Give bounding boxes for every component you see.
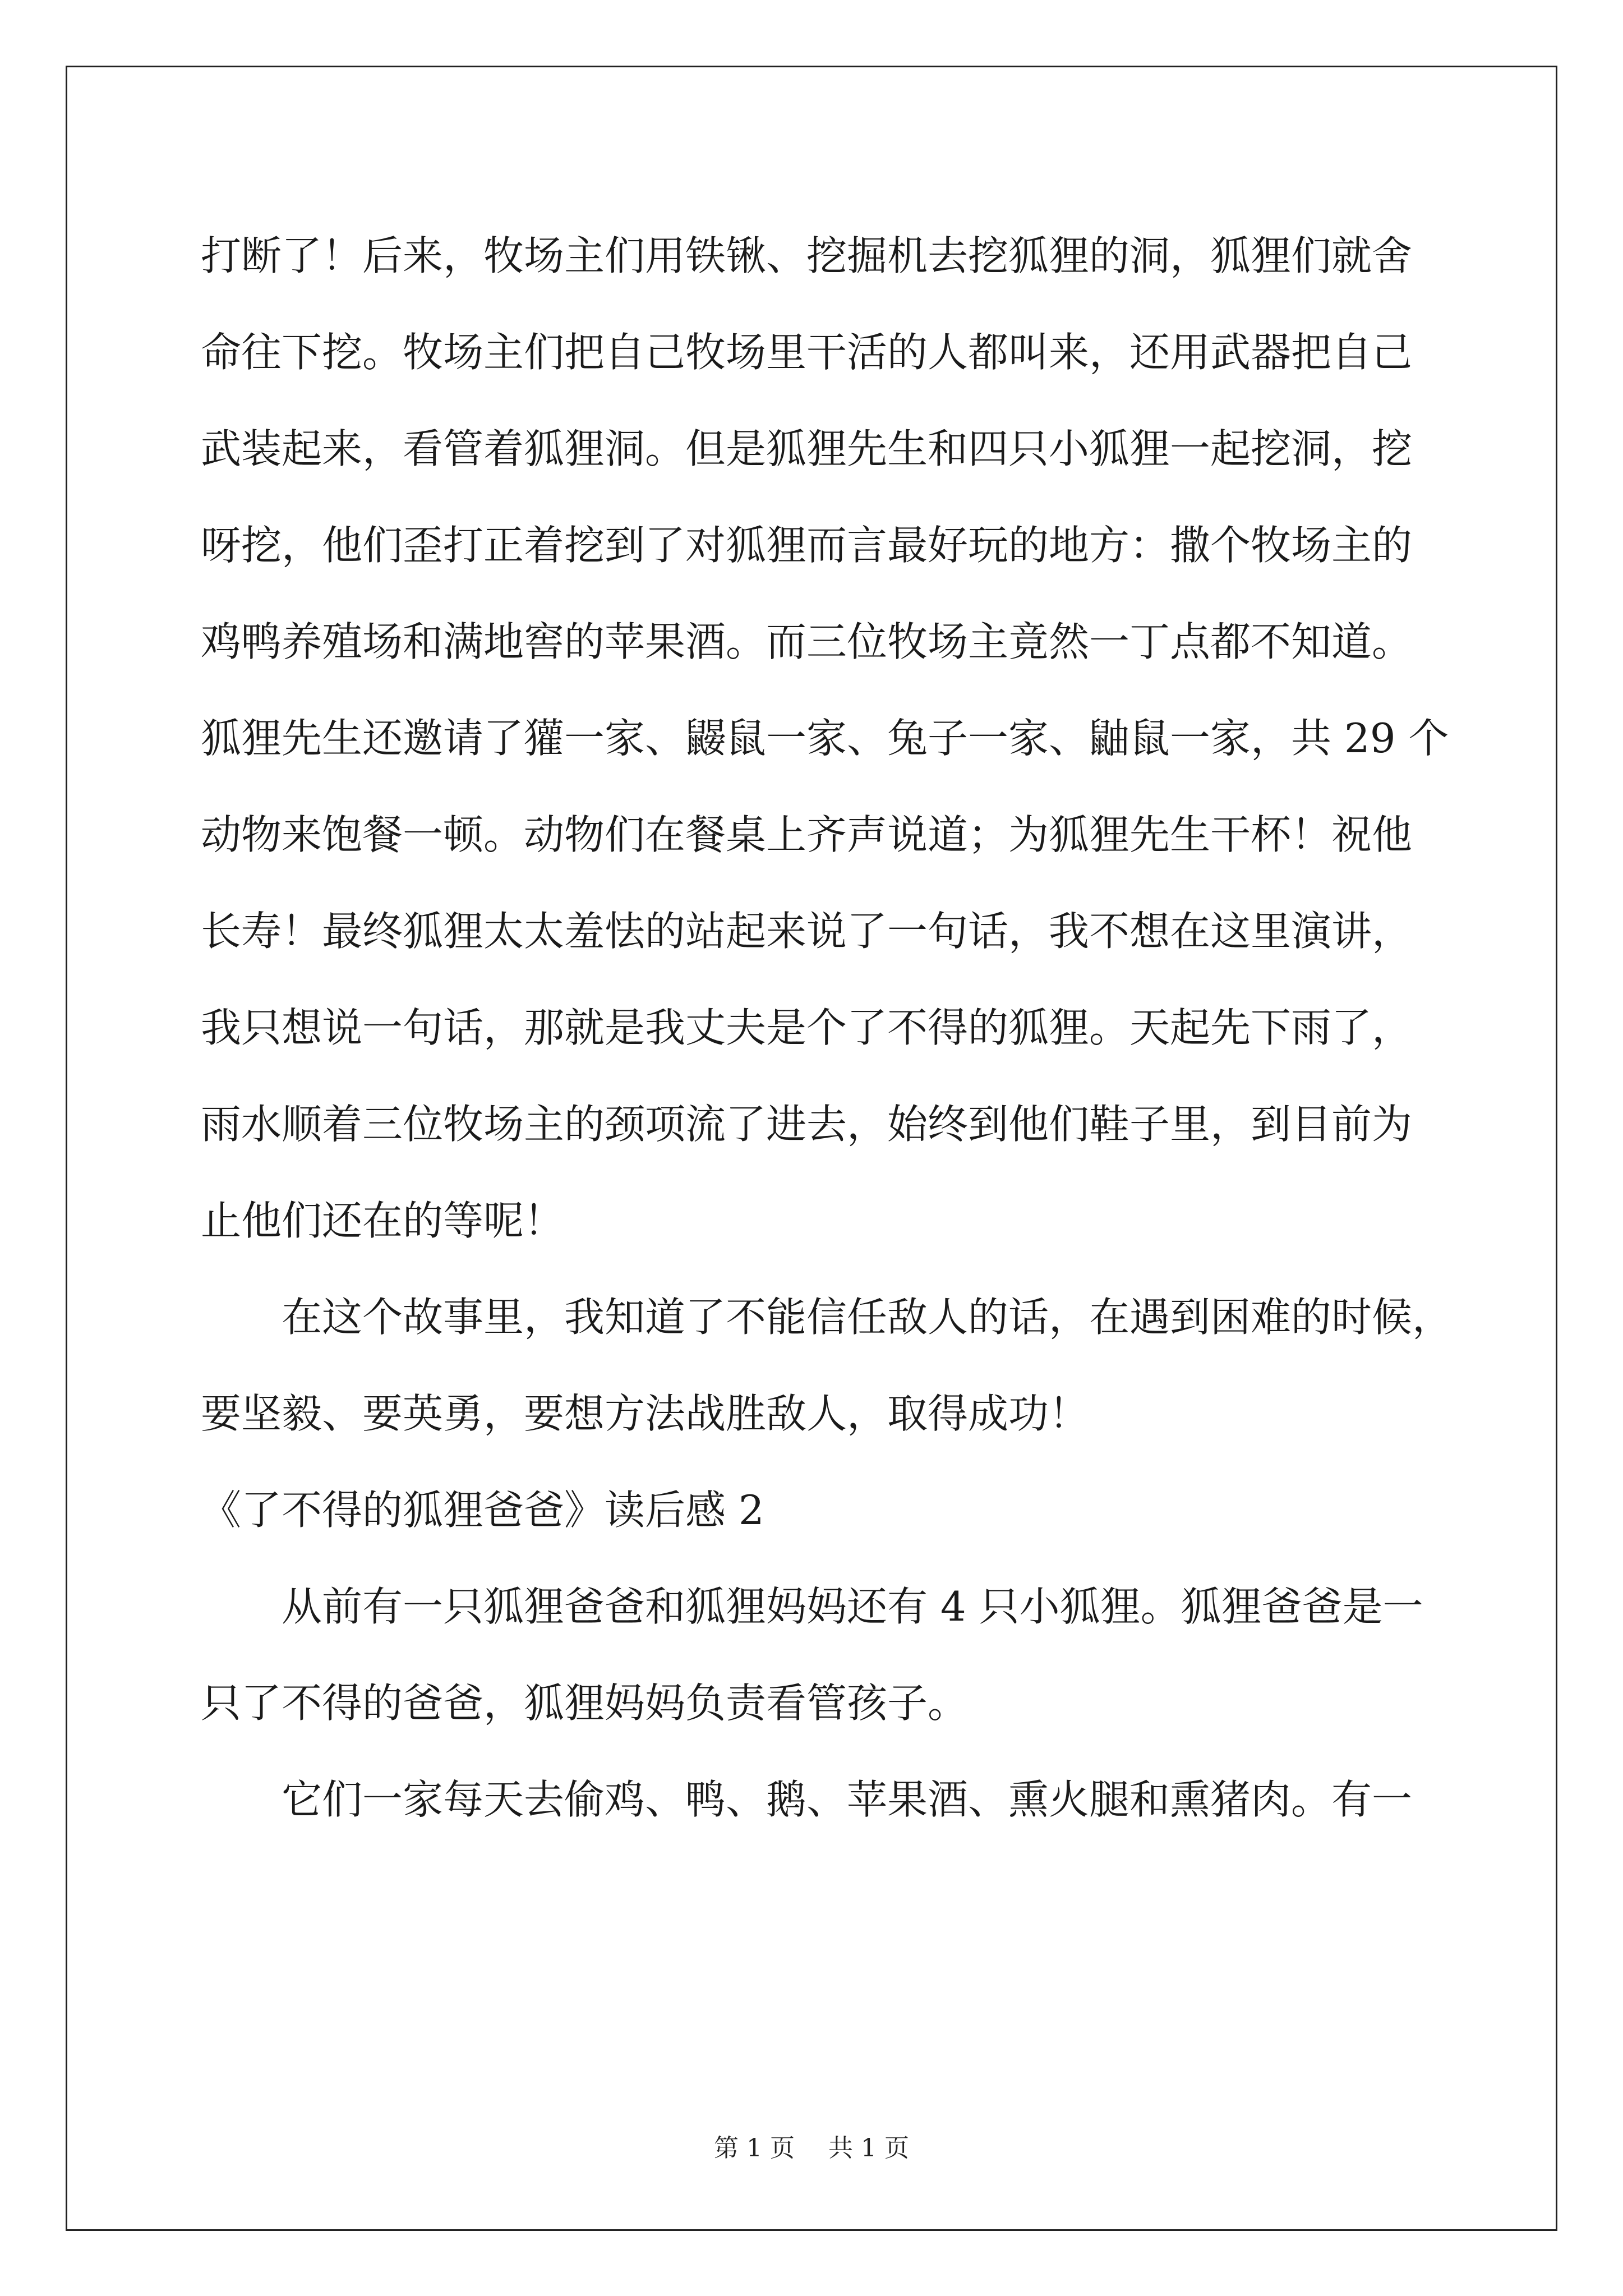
text-line: 狐狸先生还邀请了獾一家、鼹鼠一家、兔子一家、鼬鼠一家，共 29 个 [201, 715, 1449, 762]
text-line: 命往下挖。牧场主们把自己牧场里干活的人都叫来，还用武器把自己 [201, 329, 1413, 376]
text-line: 武装起来，看管着狐狸洞。但是狐狸先生和四只小狐狸一起挖洞，挖 [201, 425, 1413, 472]
paragraph-first-line: 在这个故事里，我知道了不能信任敌人的话，在遇到困难的时候， [282, 1294, 1453, 1341]
paragraph-first-line: 从前有一只狐狸爸爸和狐狸妈妈还有 4 只小狐狸。狐狸爸爸是一 [282, 1583, 1423, 1630]
paragraph-first-line: 它们一家每天去偷鸡、鸭、鹅、苹果酒、熏火腿和熏猪肉。有一 [282, 1776, 1413, 1823]
text-line: 打断了！后来，牧场主们用铁锹、挖掘机去挖狐狸的洞，狐狸们就舍 [201, 232, 1413, 279]
section-heading: 《了不得的狐狸爸爸》读后感 2 [201, 1487, 764, 1534]
text-line: 我只想说一句话，那就是我丈夫是个了不得的狐狸。天起先下雨了， [201, 1004, 1413, 1051]
page-total: 共 1 页 [828, 2134, 909, 2162]
page-footer [0, 2132, 1623, 2165]
text-line: 只了不得的爸爸，狐狸妈妈负责看管孩子。 [201, 1680, 969, 1727]
text-line: 要坚毅、要英勇，要想方法战胜敌人，取得成功！ [201, 1390, 1090, 1437]
text-line: 呀挖，他们歪打正着挖到了对狐狸而言最好玩的地方：撒个牧场主的 [201, 522, 1413, 569]
text-line: 雨水顺着三位牧场主的颈项流了进去，始终到他们鞋子里，到目前为 [201, 1101, 1413, 1148]
text-line: 长寿！最终狐狸太太羞怯的站起来说了一句话，我不想在这里演讲， [201, 908, 1413, 955]
text-line: 鸡鸭养殖场和满地窖的苹果酒。而三位牧场主竟然一丁点都不知道。 [201, 618, 1413, 665]
text-line: 止他们还在的等呢！ [201, 1197, 565, 1244]
text-line: 动物来饱餐一顿。动物们在餐桌上齐声说道；为狐狸先生干杯！祝他 [201, 811, 1413, 858]
page-number: 第 1 页 [714, 2134, 795, 2162]
document-body [201, 208, 1453, 1848]
